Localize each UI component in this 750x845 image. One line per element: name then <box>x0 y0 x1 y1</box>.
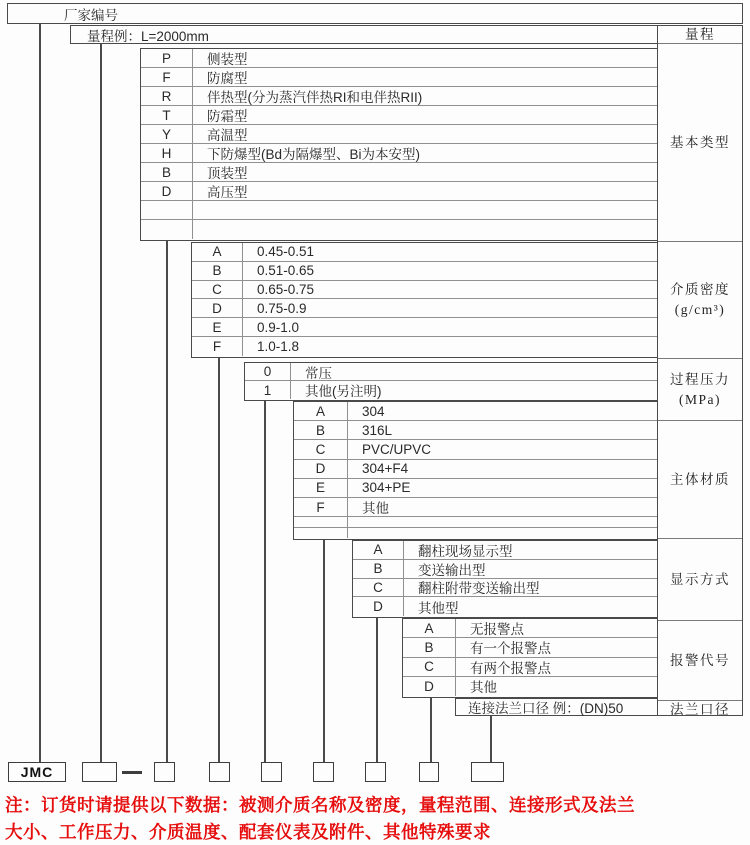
option-code: H <box>141 144 193 162</box>
option-code: T <box>141 106 193 124</box>
category-label-material: 主体材质 <box>658 421 742 539</box>
table-row <box>141 182 657 201</box>
table-row <box>141 68 657 87</box>
option-desc: 侧装型 <box>207 52 248 67</box>
table-row <box>192 243 657 262</box>
option-code: C <box>294 440 348 458</box>
connector-line-basic <box>166 241 168 762</box>
option-desc: 1.0-1.8 <box>257 338 300 354</box>
table-row <box>141 106 657 125</box>
connector-line-pressure <box>264 401 266 762</box>
density-label-line2: (g/cm³) <box>674 302 726 317</box>
table-row <box>192 281 657 300</box>
option-desc: 变送输出型 <box>418 562 486 578</box>
table-row <box>294 421 657 440</box>
option-desc: 翻柱现场显示型 <box>418 543 513 559</box>
material-table <box>293 401 657 540</box>
basic-type-table <box>140 48 657 241</box>
table-row <box>192 318 657 337</box>
connector-line-factory <box>39 24 41 762</box>
category-label-pressure <box>658 359 742 421</box>
flange-desc: 连接法兰口径 例：(DN)50 <box>468 701 624 716</box>
option-code: D <box>294 460 348 478</box>
density-table <box>191 242 657 358</box>
option-desc: 其他 <box>470 680 497 696</box>
factory-code-label: 厂家编号 <box>64 7 118 23</box>
option-desc: 0.65-0.75 <box>257 281 315 297</box>
option-code: 1 <box>245 381 291 399</box>
option-code: B <box>294 421 348 439</box>
category-label-density <box>658 242 742 359</box>
table-row <box>294 479 657 498</box>
option-code: D <box>353 597 404 616</box>
option-code: A <box>192 243 243 261</box>
table-row <box>353 579 657 598</box>
table-row <box>294 498 657 517</box>
option-desc: 高压型 <box>207 185 248 200</box>
table-row-empty <box>294 528 657 538</box>
connector-line-alarm <box>430 698 432 762</box>
option-desc: 常压 <box>305 365 332 380</box>
connector-line-range <box>100 44 102 762</box>
option-code: B <box>141 163 193 181</box>
option-code: R <box>141 87 193 105</box>
table-row <box>403 658 657 677</box>
option-code: A <box>403 619 456 637</box>
code-placeholder-range <box>82 762 117 782</box>
table-row <box>294 402 657 421</box>
option-desc: 304 <box>362 403 385 419</box>
table-row <box>294 460 657 479</box>
table-row <box>141 163 657 182</box>
category-label-flange: 法兰口径 <box>670 701 730 717</box>
table-row <box>141 125 657 144</box>
option-code: F <box>192 337 243 356</box>
category-label-range: 量程 <box>658 26 742 44</box>
option-code: E <box>192 318 243 336</box>
pressure-label-line1: 过程压力 <box>670 371 730 387</box>
table-row <box>403 638 657 657</box>
option-code: D <box>141 182 193 200</box>
table-row-empty <box>294 517 657 527</box>
option-code: Y <box>141 125 193 143</box>
option-desc: 翻柱附带变送输出型 <box>418 581 540 597</box>
connector-line-flange <box>490 716 492 762</box>
option-desc: 下防爆型(Bd为隔爆型、Bi为本安型) <box>207 147 421 162</box>
connector-line-material <box>323 540 325 762</box>
table-row <box>294 440 657 459</box>
option-code: P <box>141 49 193 67</box>
dash-separator <box>122 771 142 774</box>
table-row <box>141 87 657 106</box>
display-mode-table <box>352 540 657 618</box>
model-prefix-box <box>8 762 66 782</box>
option-code: B <box>192 262 243 280</box>
flange-size-row <box>455 698 657 716</box>
order-note <box>5 792 747 845</box>
option-code: D <box>403 677 456 696</box>
code-placeholder-flange <box>471 762 504 782</box>
option-desc: 有两个报警点 <box>470 660 551 676</box>
category-label-display: 显示方式 <box>658 539 742 621</box>
option-code: C <box>192 281 243 299</box>
table-row-empty <box>141 220 657 239</box>
option-code: F <box>141 68 193 86</box>
option-code: B <box>403 638 456 656</box>
table-row <box>353 560 657 579</box>
option-desc: 有一个报警点 <box>470 641 551 657</box>
factory-code-box <box>7 3 743 24</box>
code-placeholder-material <box>313 762 334 782</box>
density-label-line1: 介质密度 <box>670 282 730 297</box>
option-desc: PVC/UPVC <box>362 441 432 457</box>
table-row <box>192 299 657 318</box>
pressure-label-line2: (MPa) <box>679 391 721 407</box>
category-label-column <box>657 25 743 716</box>
table-row <box>403 677 657 696</box>
table-row <box>141 144 657 163</box>
connector-line-display <box>376 618 378 762</box>
option-desc: 其他 <box>362 501 389 517</box>
connector-line-density <box>218 358 220 762</box>
model-prefix-label: JMC <box>20 764 54 780</box>
option-desc: 0.51-0.65 <box>257 263 315 279</box>
code-placeholder-pressure <box>261 762 282 782</box>
order-note-line1: 注：订货时请提供以下数据：被测介质名称及密度，量程范围、连接形式及法兰 <box>5 795 635 815</box>
code-placeholder-basic <box>154 762 175 782</box>
option-desc: 防霜型 <box>207 109 248 124</box>
code-placeholder-display <box>365 762 386 782</box>
option-desc: 高温型 <box>207 128 248 143</box>
option-desc: 顶装型 <box>207 166 248 181</box>
code-placeholder-alarm <box>419 762 439 782</box>
table-row <box>141 49 657 68</box>
table-row <box>192 262 657 281</box>
table-row-empty <box>141 201 657 220</box>
category-label-alarm: 报警代号 <box>658 621 742 701</box>
category-label-basic-type: 基本类型 <box>658 44 742 242</box>
table-row <box>245 363 657 381</box>
table-row <box>353 597 657 616</box>
alarm-code-table <box>402 618 657 698</box>
option-code: F <box>294 498 348 516</box>
option-desc: 316L <box>362 422 393 438</box>
option-code: 0 <box>245 363 291 380</box>
option-desc: 0.9-1.0 <box>257 319 300 335</box>
order-note-line2: 大小、工作压力、介质温度、配套仪表及附件、其他特殊要求 <box>5 821 491 842</box>
option-code: E <box>294 479 348 497</box>
table-row <box>192 337 657 356</box>
option-desc: 防腐型 <box>207 71 248 86</box>
option-desc: 304+PE <box>362 480 411 496</box>
option-code: D <box>192 299 243 317</box>
table-row <box>403 619 657 638</box>
option-desc: 0.45-0.51 <box>257 244 315 260</box>
option-code: A <box>353 541 404 559</box>
option-code: B <box>353 560 404 578</box>
pressure-table <box>244 362 657 401</box>
range-example-box <box>70 25 657 44</box>
option-desc: 伴热型(分为蒸汽伴热RI和电伴热RII) <box>207 90 423 105</box>
option-desc: 其他(另注明) <box>305 384 382 399</box>
option-code: C <box>353 579 404 597</box>
range-example-label: 量程例：L=2000mm <box>87 28 209 44</box>
table-row <box>353 541 657 560</box>
option-desc: 无报警点 <box>470 622 524 638</box>
option-desc: 0.75-0.9 <box>257 300 307 316</box>
code-placeholder-density <box>209 762 230 782</box>
option-desc: 304+F4 <box>362 461 409 477</box>
table-row <box>245 381 657 399</box>
option-desc: 其他型 <box>418 600 459 616</box>
option-code: C <box>403 658 456 676</box>
option-code: A <box>294 402 348 420</box>
